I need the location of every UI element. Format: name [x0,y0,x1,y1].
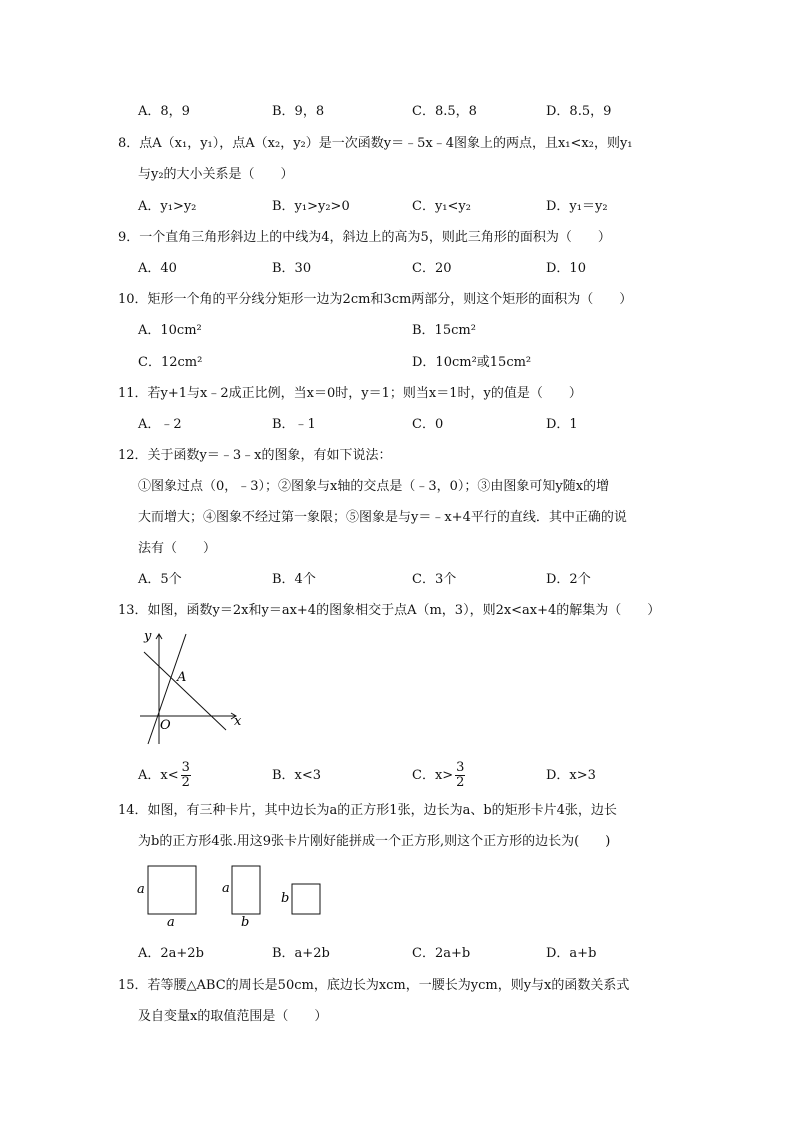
q14-option-c: C．2a+b [412,946,471,961]
q11-option-c: C．0 [412,417,444,432]
q9-option-a: A．40 [138,261,177,276]
q14-stem-line1: 14．如图，有三种卡片，其中边长为a的正方形1张，边长为a、b的矩形卡片4张，边长 [118,803,617,818]
q13-graph-figure [136,626,252,748]
q13-option-c-prefix: C．x> [412,768,454,783]
q14-square-a-bottom-label: a [167,915,175,930]
q10-option-a: A．10cm² [138,323,202,338]
q9-stem: 9．一个直角三角形斜边上的中线为4，斜边上的高为5，则此三角形的面积为（ ） [118,230,611,245]
q13-option-c-fraction [455,761,465,790]
q14-square-a-side-label: a [137,882,145,897]
q11-option-b: B．﹣1 [272,417,316,432]
q12-stem-line3: 大而增大；④图象不经过第一象限；⑤图象是与y＝﹣x+4平行的直线．其中正确的说 [138,510,627,525]
q13-point-a-label: A [177,670,187,685]
q14-option-a: A．2a+2b [138,946,204,961]
q14-rect-bottom-label: b [241,915,250,930]
q14-square-b-side-label: b [281,891,290,906]
q12-stem-line2: ①图象过点（0，﹣3）；②图象与x轴的交点是（﹣3，0）；③由图象可知y随x的增 [138,479,610,494]
q13-y-label: y [144,629,152,644]
q8-option-b: B．y₁>y₂>0 [272,199,350,214]
q14-square-b-card [292,884,320,914]
q12-stem-line1: 12．关于函数y＝﹣3﹣x的图象，有如下说法： [118,448,392,463]
q10-option-c: C．12cm² [138,355,203,370]
q14-option-d: D．a+b [546,946,597,961]
q13-option-a-prefix: A．x< [138,768,179,783]
q11-option-d: D．1 [546,417,578,432]
q7-option-d: D．8.5，9 [546,104,612,119]
q13-option-a-numerator: 3 [181,760,190,775]
q8-option-c: C．y₁<y₂ [412,199,471,214]
q13-option-c-denominator: 2 [456,775,465,790]
q8-option-a: A．y₁>y₂ [138,199,197,214]
q12-option-c: C．3个 [412,572,457,587]
q13-option-a-denominator: 2 [181,775,190,790]
q12-stem-line4: 法有（ ） [138,541,217,556]
q12-option-b: B．4个 [272,572,316,587]
q13-option-b: B．x<3 [272,768,322,783]
q13-x-label: x [234,714,242,729]
q13-stem: 13．如图，函数y＝2x和y＝ax+4的图象相交于点A（m，3），则2x<ax+4的解集为（ ） [118,603,661,618]
q14-rect-ab-card [232,866,260,914]
q9-option-d: D．10 [546,261,586,276]
q7-option-b: B．9，8 [272,104,325,119]
q15-stem-line2: 及自变量x的取值范围是（ ） [138,1009,328,1024]
q14-option-b: B．a+2b [272,946,330,961]
q8-option-d: D．y₁＝y₂ [546,199,608,214]
q9-option-c: C．20 [412,261,452,276]
q15-stem-line1: 15．若等腰△ABC的周长是50cm，底边长为xcm，一腰长为ycm，则y与x的函数关系式 [118,978,630,993]
q13-option-d: D．x>3 [546,768,596,783]
q13-option-c-numerator: 3 [456,760,465,775]
q8-stem-line1: 8．点A（x₁，y₁），点A（x₂，y₂）是一次函数y＝﹣5x﹣4图象上的两点，且x₁<x₂，则y₁ [118,136,633,151]
q13-line-y-ax-plus-4 [144,652,226,730]
q13-origin-label: O [160,718,171,733]
q9-option-b: B．30 [272,261,312,276]
q11-stem: 11．若y+1与x﹣2成正比例，当x＝0时，y＝1；则当x＝1时，y的值是（ ） [118,386,582,401]
q13-option-c [412,758,465,794]
q10-option-d: D．10cm²或15cm² [412,355,532,370]
q13-option-a [138,758,191,794]
q13-option-a-fraction [181,761,191,790]
q10-option-b: B．15cm² [412,323,476,338]
q14-stem-line2: 为b的正方形4张.用这9张卡片刚好能拼成一个正方形,则这个正方形的边长为( ) [138,834,611,849]
q12-option-a: A．5个 [138,572,182,587]
q14-cards-figure [134,862,334,932]
q8-stem-line2: 与y₂的大小关系是（ ） [138,167,294,182]
q7-option-a: A．8，9 [138,104,190,119]
q7-option-c: C．8.5，8 [412,104,477,119]
q14-rect-side-label: a [222,881,230,896]
q14-square-a-card [148,866,196,914]
q11-option-a: A．﹣2 [138,417,182,432]
q12-option-d: D．2个 [546,572,591,587]
q10-stem: 10．矩形一个角的平分线分矩形一边为2cm和3cm两部分，则这个矩形的面积为（ ） [118,292,633,307]
